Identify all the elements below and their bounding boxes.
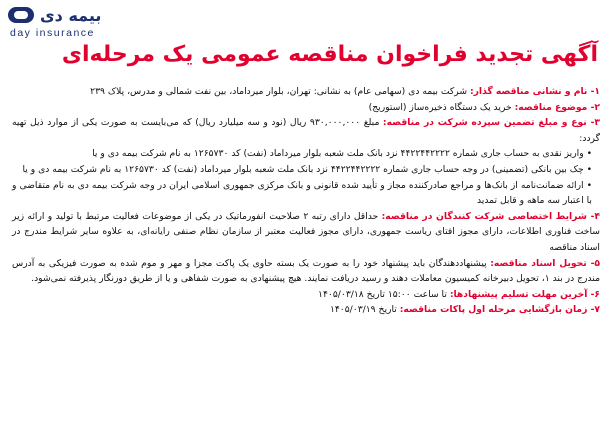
item-6 [12, 287, 600, 303]
item-text: تا ساعت ۱۵:۰۰ تاریخ ۱۴۰۵/۰۳/۱۸ [318, 288, 450, 300]
item-3 [12, 115, 600, 146]
item-text: شرکت بیمه دی (سهامی عام) به نشانی: تهران، بلوار میرداماد، بین نفت شمالی و مدرس، پلاک ۲۳۹ [90, 86, 470, 97]
logo-mark [8, 4, 126, 26]
company-logo [8, 4, 126, 42]
item-text: پیشنهاددهندگان باید پیشنهاد خود را به صورت یک بسته حاوی یک پاکت مجزا و مهر و موم شده به صورت فیزیکی به آدرس مندرج در بند ۱، تحویل دبیرخانه کمیسیون معاملات دهند و رسید دریافت نمایند. هیچ پیشنهادی به صورت شفاهی و یا از طریق دورنگار پذیرفته نمی‌شود. [12, 257, 600, 285]
logo-badge-icon [8, 7, 34, 23]
item-2 [12, 100, 600, 116]
bullet-bank-check: • چک بین بانکی (تضمینی) در وجه حساب جاری شماره ۴۴۲۲۴۴۲۲۲۲ نزد بانک ملت شعبه بلوار میرداماد (نفت) کد ۱۲۶۵۷۳۰ به نام شرکت بیمه دی و یا [22, 163, 592, 175]
item-text: خرید یک دستگاه ذخیره‌ساز (استوریج) [368, 101, 515, 113]
item-5 [12, 256, 600, 287]
item-label: ۷- زمان بازگشایی مرحله اول پاکات مناقصه: [399, 304, 600, 316]
notice-title: آگهی تجدید فراخوان مناقصه عمومی یک مرحله‌ای [61, 42, 598, 67]
item-label: ۵- تحویل اسناد مناقصه: [490, 257, 600, 269]
item-1 [12, 84, 600, 100]
item-label: ۳- نوع و مبلغ تضمین سپرده شرکت در مناقصه: [382, 117, 600, 129]
item-label: ۶- آخرین مهلت تسلیم پیشنهادها: [449, 288, 600, 300]
item-text: تاریخ ۱۴۰۵/۰۳/۱۹ [329, 304, 400, 316]
bullet-bank-guarantee: • ارائه ضمانت‌نامه از بانک‌ها و مراجع صادرکننده مجاز و تأیید شده قانونی و بانک مرکزی جمهوری اسلامی ایران در وجه شرکت بیمه دی به نام متقاضی و با اعتبار سه ماهه و قابل تمدید [12, 179, 592, 207]
item-text: مبلغ ۹۳۰,۰۰۰,۰۰۰ ریال (نود و سه میلیارد ریال) که می‌بایست به صورت یکی از موارد ذیل تهیه گردد: [12, 117, 600, 144]
bullet-cash-deposit: • واریز نقدی به حساب جاری شماره ۴۴۲۲۴۴۲۲۲۲ نزد بانک ملت شعبه بلوار میرداماد (نفت) کد ۱۲۶۵۷۳۰ به نام شرکت بیمه دی و یا [92, 148, 592, 160]
item-7 [12, 302, 600, 318]
item-label: ۲- موضوع مناقصه: [514, 101, 600, 113]
notice-body [12, 84, 600, 318]
item-label: ۱- نام و نشانی مناقصه گذار: [469, 86, 600, 97]
logo-text-fa: بیمه دی [40, 5, 102, 25]
item-text: حداقل دارای رتبه ۲ صلاحیت انفورماتیک در یکی از موضوعات فعالیت مرتبط با تولید و ارائه زیر ساخت فناوری اطلاعات، دارای مجوز افتای ریاست جمهوری، دارای مجوز فعالیت معتبر از سازمان نظام صنفی رایانه‌ای، به علاوه سایر شرایط مندرج در اسناد مناقصه [12, 210, 600, 253]
logo-text-en: day insurance [10, 27, 95, 39]
item-4 [12, 209, 600, 256]
item-label: ۴- شرایط اختصاصی شرکت کنندگان در مناقصه: [381, 210, 600, 222]
